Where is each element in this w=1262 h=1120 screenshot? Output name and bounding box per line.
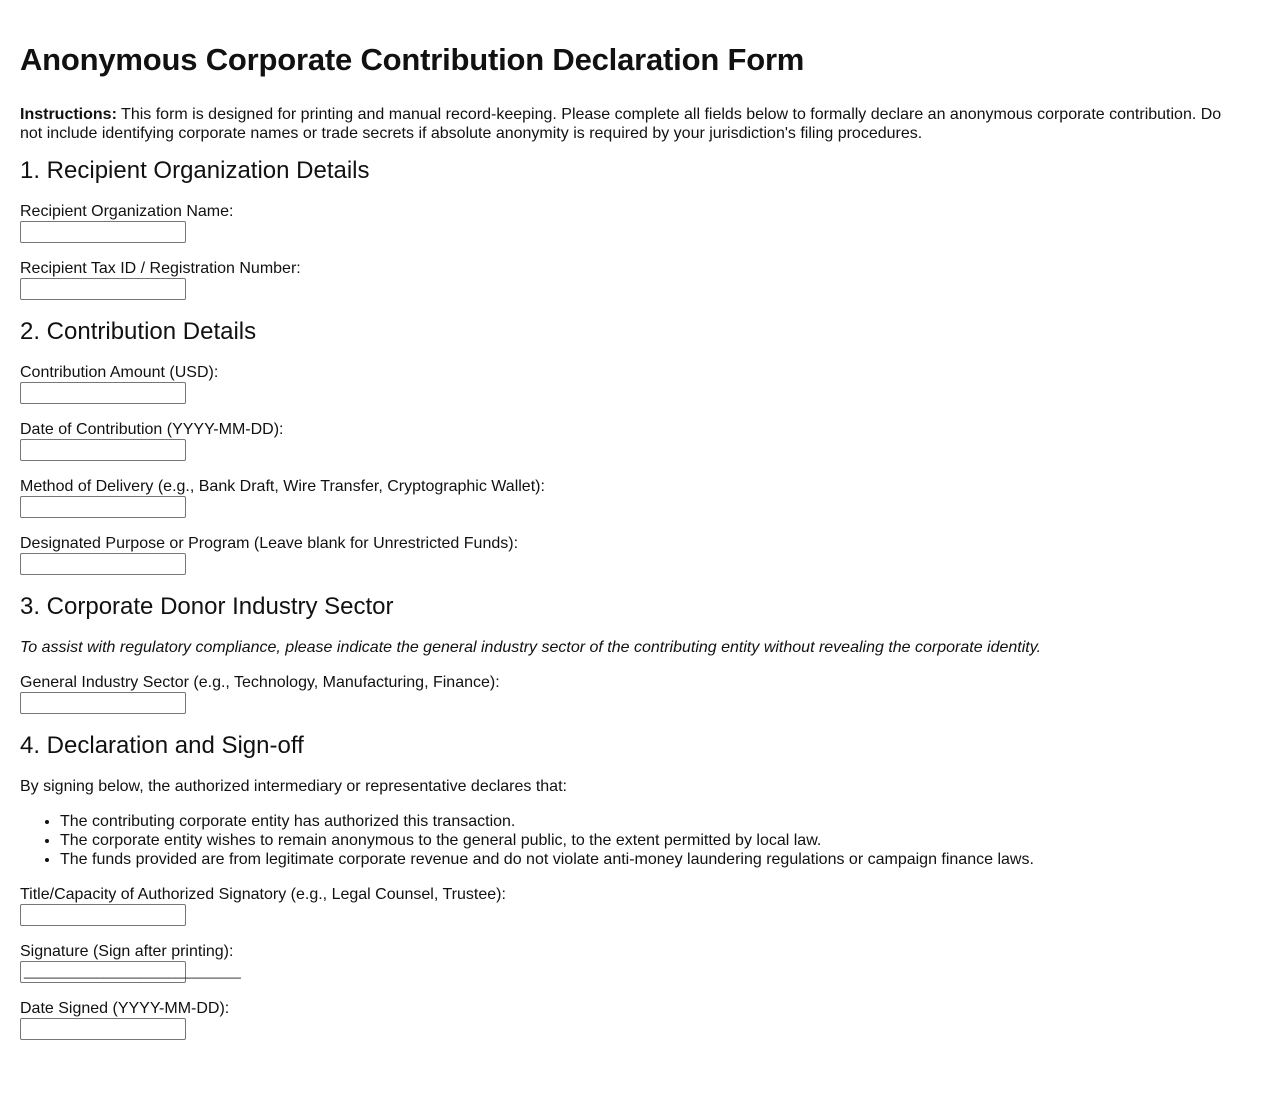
field-industry-sector	[20, 673, 1242, 714]
instructions-label: Instructions:	[20, 106, 117, 123]
recipient-tax-id-input[interactable]	[20, 278, 186, 300]
recipient-tax-id-label: Recipient Tax ID / Registration Number:	[20, 260, 301, 277]
contribution-date-label: Date of Contribution (YYYY-MM-DD):	[20, 421, 284, 438]
delivery-method-label: Method of Delivery (e.g., Bank Draft, Wire Transfer, Cryptographic Wallet):	[20, 478, 545, 495]
industry-sector-input[interactable]	[20, 692, 186, 714]
designated-purpose-input[interactable]	[20, 553, 186, 575]
field-contribution-date	[20, 420, 1242, 461]
section-heading-recipient: 1. Recipient Organization Details	[20, 157, 370, 184]
contribution-amount-label: Contribution Amount (USD):	[20, 364, 219, 381]
field-signatory-title	[20, 885, 1242, 926]
recipient-org-name-input[interactable]	[20, 221, 186, 243]
field-recipient-org-name	[20, 202, 1242, 243]
field-contribution-amount	[20, 363, 1242, 404]
instructions	[20, 105, 1240, 143]
list-item: • The funds provided are from legitimate corporate revenue and do not violate anti-money laundering regulations or campaign finance laws.	[60, 850, 1242, 869]
contribution-amount-input[interactable]	[20, 382, 186, 404]
section-contribution	[20, 318, 1242, 575]
section-heading-declaration: 4. Declaration and Sign-off	[20, 732, 304, 759]
signature-label: Signature (Sign after printing):	[20, 943, 234, 960]
field-recipient-tax-id	[20, 259, 1242, 300]
date-signed-label: Date Signed (YYYY-MM-DD):	[20, 1000, 230, 1017]
contribution-date-input[interactable]	[20, 439, 186, 461]
recipient-org-name-label: Recipient Organization Name:	[20, 203, 234, 220]
signatory-title-input[interactable]	[20, 904, 186, 926]
section-declaration	[20, 732, 1242, 1040]
declaration-list	[20, 812, 1242, 869]
designated-purpose-label: Designated Purpose or Program (Leave blank for Unrestricted Funds):	[20, 535, 519, 552]
section-heading-contribution: 2. Contribution Details	[20, 318, 257, 345]
signature-input[interactable]: ______________________________	[20, 961, 186, 983]
section-recipient	[20, 157, 1242, 300]
field-delivery-method	[20, 477, 1242, 518]
page-title: Anonymous Corporate Contribution Declaration Form	[20, 42, 805, 77]
field-designated-purpose	[20, 534, 1242, 575]
sector-note: To assist with regulatory compliance, please indicate the general industry sector of the contributing entity without revealing the corporate identity.	[20, 639, 1042, 656]
signatory-title-label: Title/Capacity of Authorized Signatory (e.g., Legal Counsel, Trustee):	[20, 886, 506, 903]
field-signature	[20, 942, 1242, 983]
date-signed-input[interactable]	[20, 1018, 186, 1040]
industry-sector-label: General Industry Sector (e.g., Technology, Manufacturing, Finance):	[20, 674, 500, 691]
delivery-method-input[interactable]	[20, 496, 186, 518]
section-sector	[20, 593, 1242, 714]
list-item: • The corporate entity wishes to remain anonymous to the general public, to the extent permitted by local law.	[60, 831, 1242, 850]
list-item: • The contributing corporate entity has authorized this transaction.	[60, 812, 1242, 831]
field-date-signed	[20, 999, 1242, 1040]
instructions-text: This form is designed for printing and manual record-keeping. Please complete all fields below to formally declare an anonymous corporate contribution. Do not include identifying corporate names or trade secrets if absolute anonymity is required by your jurisdiction's filing procedures.	[20, 106, 1222, 142]
section-heading-sector: 3. Corporate Donor Industry Sector	[20, 593, 394, 620]
declaration-intro: By signing below, the authorized intermediary or representative declares that:	[20, 778, 567, 795]
